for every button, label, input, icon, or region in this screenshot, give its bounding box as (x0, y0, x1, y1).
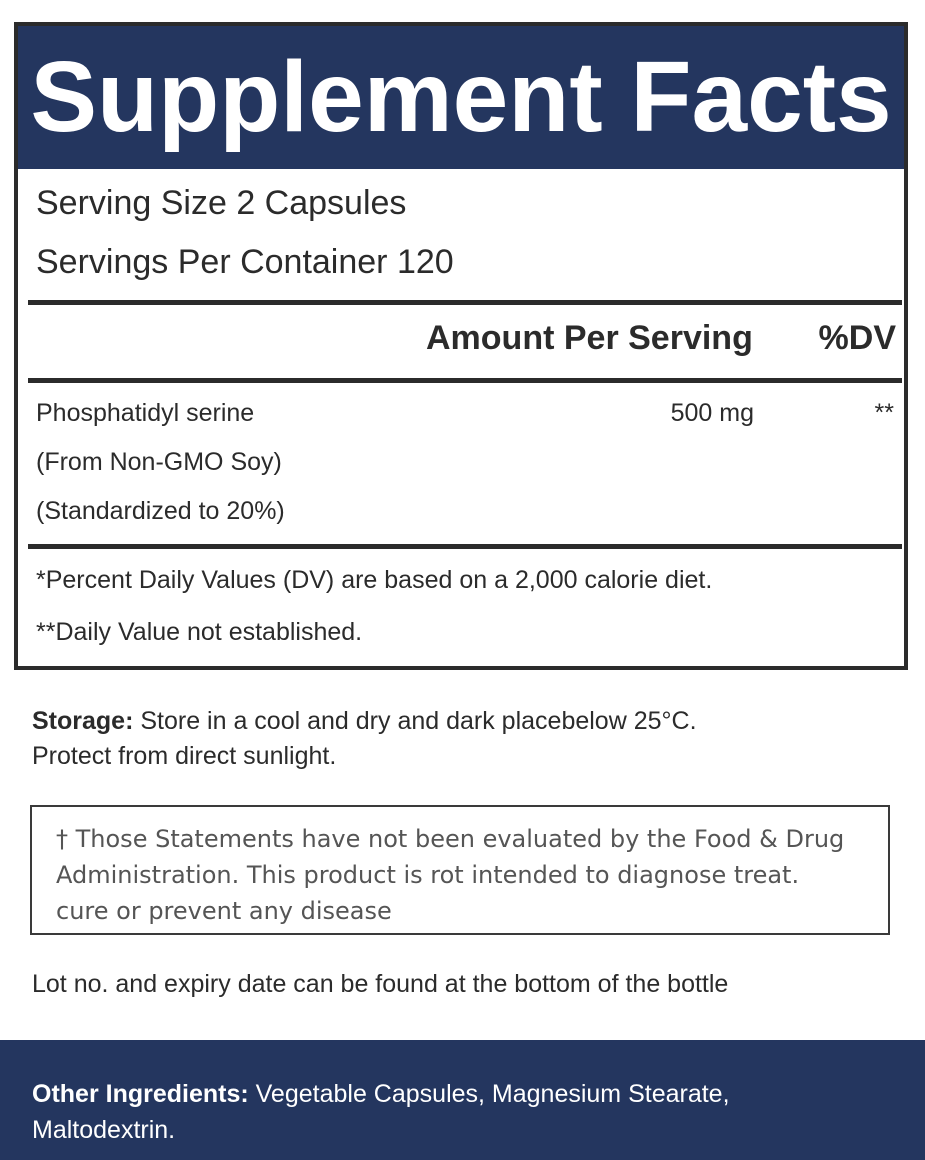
column-amount-per-serving: Amount Per Serving (426, 319, 753, 357)
lot-expiry-note: Lot no. and expiry date can be found at the bottom of the bottle (32, 970, 729, 998)
disclaimer-line: cure or prevent any disease (56, 897, 392, 925)
other-ingredients-label: Other Ingredients: (32, 1080, 249, 1108)
other-ingredients-text-line2: Maltodextrin. (32, 1116, 176, 1144)
ingredient-amount: 500 mg (670, 399, 754, 427)
servings-per-container: Servings Per Container 120 (36, 243, 454, 281)
other-ingredients (32, 1076, 892, 1148)
storage-label: Storage: (32, 707, 134, 735)
ingredient-standardization: (Standardized to 20%) (36, 497, 285, 525)
fda-disclaimer-box (30, 805, 890, 935)
footnote-percent-dv: *Percent Daily Values (DV) are based on a 2,000 calorie diet. (36, 566, 713, 594)
other-ingredients-band (0, 1040, 925, 1160)
disclaimer-line: † Those Statements have not been evaluated by the Food & Drug (56, 825, 845, 853)
storage-text: Store in a cool and dry and dark placebelow 25°C. (133, 707, 697, 735)
ingredient-source: (From Non-GMO Soy) (36, 448, 282, 476)
storage-instructions (32, 704, 902, 774)
disclaimer-line: Administration. This product is rot intended to diagnose treat. (56, 861, 800, 889)
column-daily-value: %DV (818, 319, 896, 357)
other-ingredients-text: Vegetable Capsules, Magnesium Stearate, (248, 1080, 730, 1108)
ingredient-name: Phosphatidyl serine (36, 399, 255, 427)
divider-thick (28, 378, 902, 383)
footnote-dv-not-established: **Daily Value not established. (36, 618, 363, 646)
divider-thick (28, 544, 902, 549)
supplement-facts-panel (14, 22, 908, 670)
ingredient-dv: ** (874, 399, 894, 427)
serving-size: Serving Size 2 Capsules (36, 184, 407, 222)
facts-title: Supplement Facts (18, 26, 904, 169)
fda-disclaimer (56, 821, 876, 929)
divider-thick (28, 300, 902, 305)
storage-text-line2: Protect from direct sunlight. (32, 742, 337, 770)
